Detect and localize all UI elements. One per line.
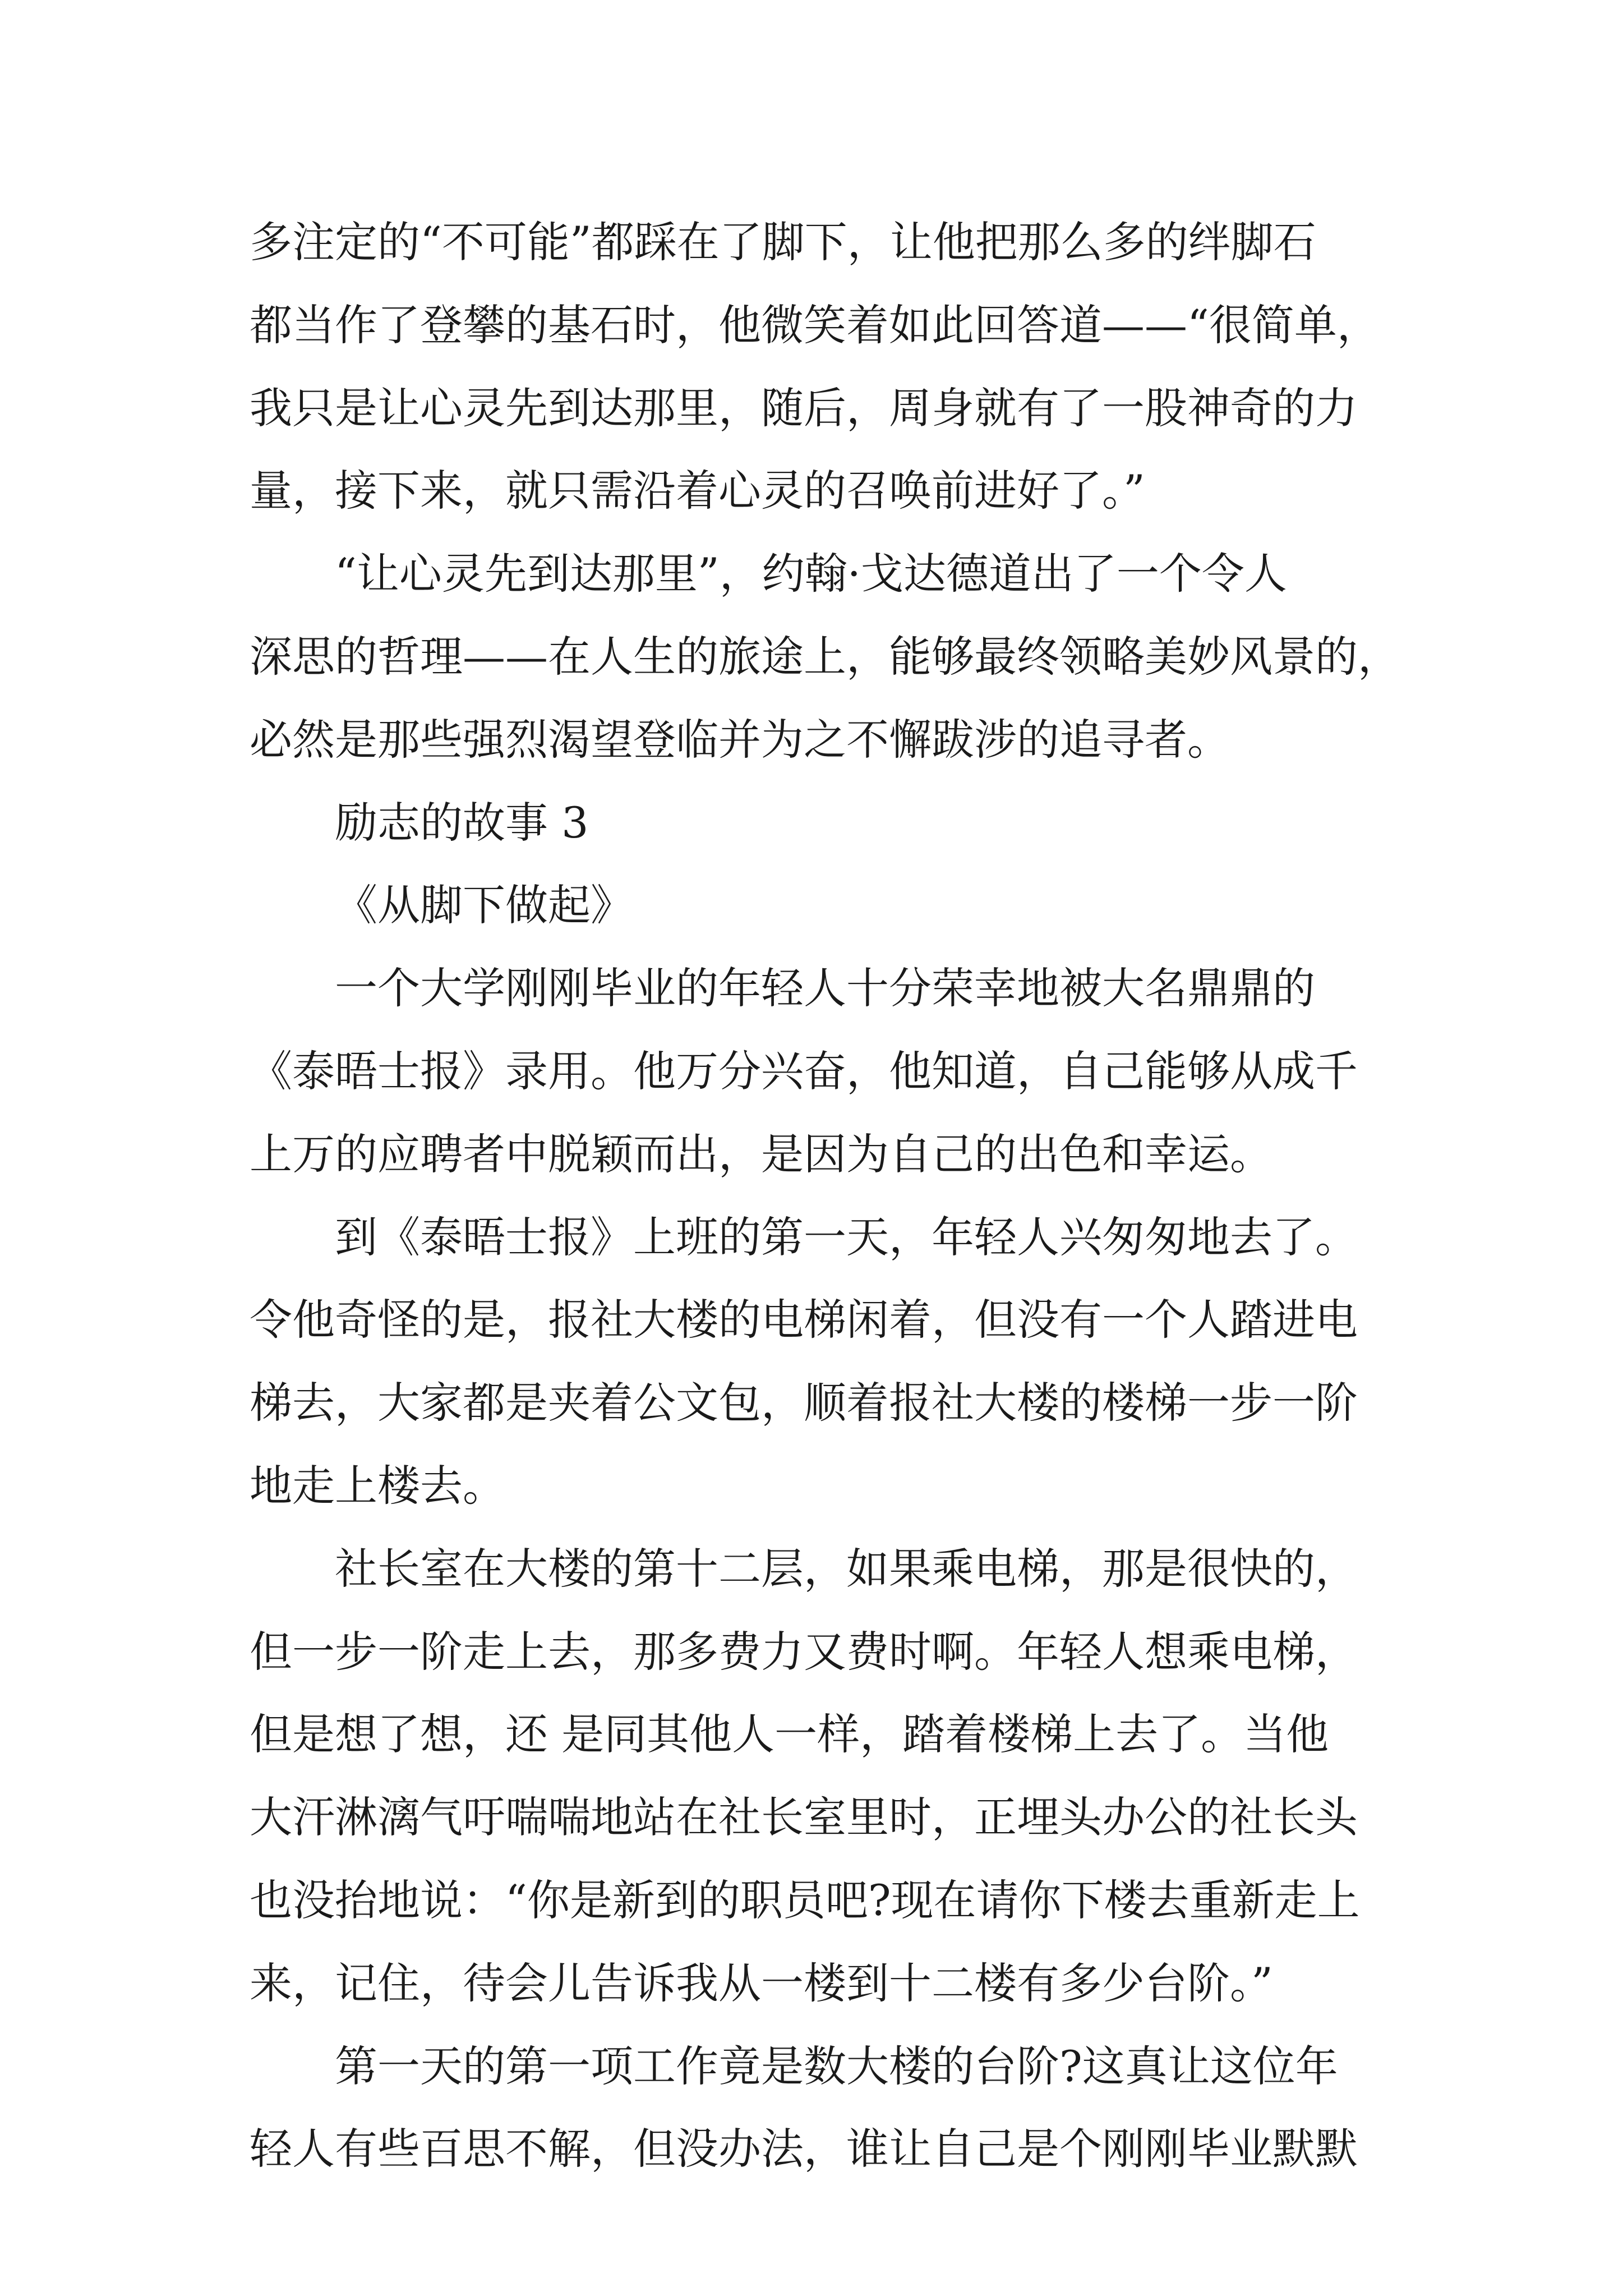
text-line: 必然是那些强烈渴望登临并为之不懈跋涉的追寻者。: [250, 714, 1230, 765]
text-line: 量，接下来，就只需沿着心灵的召唤前进好了。”: [250, 466, 1145, 516]
story-title: 《从脚下做起》: [335, 880, 633, 931]
text-line: 社长室在大楼的第十二层，如果乘电梯，那是很快的，: [335, 1543, 1358, 1594]
text-line: 令他奇怪的是，报社大楼的电梯闲着，但没有一个人踏进电: [250, 1295, 1358, 1345]
text-line: 深思的哲理——在人生的旅途上，能够最终领略美妙风景的，: [250, 631, 1400, 682]
text-line: 多注定的“不可能”都踩在了脚下，让他把那么多的绊脚石: [250, 217, 1316, 267]
text-line: 我只是让心灵先到达那里，随后，周身就有了一股神奇的力: [250, 383, 1358, 433]
text-line: 但是想了想，还 是同其他人一样，踏着楼梯上去了。当他: [250, 1709, 1329, 1760]
text-line: 都当作了登攀的基石时，他微笑着如此回答道——“很简单，: [250, 300, 1380, 350]
text-line: 上万的应聘者中脱颖而出，是因为自己的出色和幸运。: [250, 1129, 1272, 1179]
text-line: 一个大学刚刚毕业的年轻人十分荣幸地被大名鼎鼎的: [335, 963, 1315, 1014]
text-line: 但一步一阶走上去，那多费力又费时啊。年轻人想乘电梯，: [250, 1626, 1358, 1677]
text-line: “让心灵先到达那里”，约翰·戈达德道出了一个令人: [335, 549, 1287, 599]
text-line: 也没抬地说：“你是新到的职员吧?现在请你下楼去重新走上: [250, 1875, 1360, 1925]
document-body: [250, 201, 1438, 2191]
section-heading: 励志的故事 3: [335, 797, 589, 848]
text-line: 轻人有些百思不解，但没办法，谁让自己是个刚刚毕业默默: [250, 2124, 1358, 2174]
text-line: 地走上楼去。: [250, 1460, 505, 1511]
text-line: 大汗淋漓气吁喘喘地站在社长室里时，正埋头办公的社长头: [250, 1792, 1358, 1843]
text-line: 第一天的第一项工作竟是数大楼的台阶?这真让这位年: [335, 2041, 1338, 2091]
text-line: 《泰晤士报》录用。他万分兴奋，他知道，自己能够从成千: [250, 1046, 1358, 1096]
text-line: 梯去，大家都是夹着公文包，顺着报社大楼的楼梯一步一阶: [250, 1378, 1358, 1428]
text-line: 到《泰晤士报》上班的第一天，年轻人兴匆匆地去了。: [335, 1212, 1358, 1262]
text-line: 来，记住，待会儿告诉我从一楼到十二楼有多少台阶。”: [250, 1958, 1273, 2008]
